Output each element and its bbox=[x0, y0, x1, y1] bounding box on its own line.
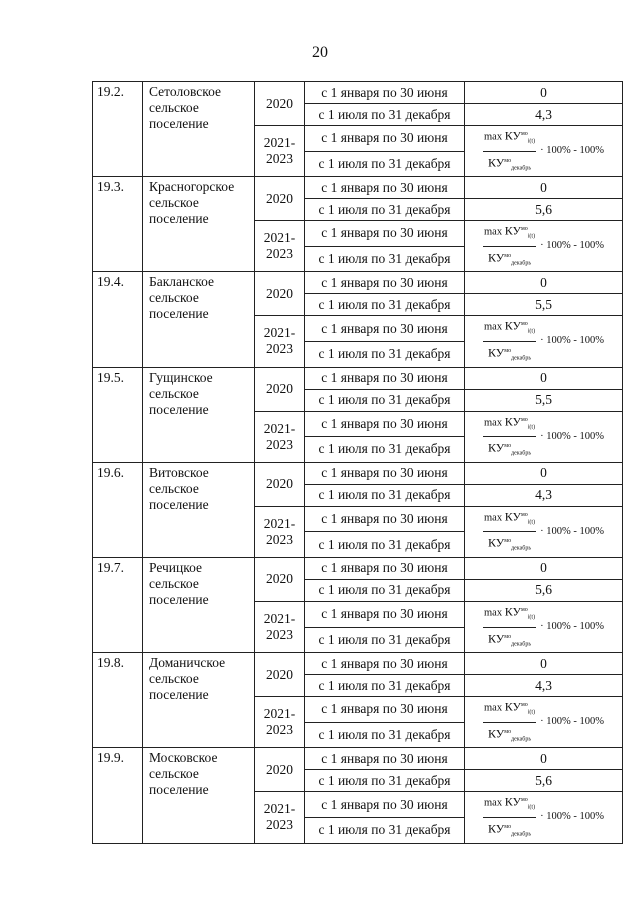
formula-numerator: $\max КУ^{мо}_{i(t)}$ bbox=[483, 697, 536, 723]
period-cell: с 1 июля по 31 декабря bbox=[305, 817, 465, 843]
period-cell: с 1 июля по 31 декабря bbox=[305, 199, 465, 221]
period-cell: с 1 июля по 31 декабря bbox=[305, 579, 465, 601]
value-cell: 4,3 bbox=[465, 484, 623, 506]
formula-numerator: $\max КУ^{мо}_{i(t)}$ bbox=[483, 221, 536, 247]
formula bbox=[483, 221, 604, 271]
formula-numerator: $\max КУ^{мо}_{i(t)}$ bbox=[483, 792, 536, 818]
period-cell: с 1 июля по 31 декабря bbox=[305, 770, 465, 792]
formula-cell bbox=[465, 697, 623, 748]
period-cell: с 1 июля по 31 декабря bbox=[305, 294, 465, 316]
period-cell: с 1 января по 30 июня bbox=[305, 653, 465, 675]
row-number: 19.8. bbox=[93, 653, 143, 748]
year-range-cell: 2021-2023 bbox=[255, 411, 305, 462]
table-row bbox=[93, 462, 623, 484]
period-cell: с 1 января по 30 июня bbox=[305, 126, 465, 152]
value-cell: 0 bbox=[465, 82, 623, 104]
formula-tail: · 100% - 100% bbox=[540, 430, 604, 442]
row-number: 19.9. bbox=[93, 748, 143, 843]
value-cell: 0 bbox=[465, 272, 623, 294]
formula-fraction bbox=[483, 697, 536, 747]
tariff-table bbox=[92, 81, 623, 844]
period-cell: с 1 июля по 31 декабря bbox=[305, 532, 465, 558]
formula-tail: · 100% - 100% bbox=[540, 525, 604, 537]
year-range-cell: 2021-2023 bbox=[255, 221, 305, 272]
formula-cell bbox=[465, 506, 623, 557]
row-number: 19.4. bbox=[93, 272, 143, 367]
period-cell: с 1 июля по 31 декабря bbox=[305, 389, 465, 411]
period-cell: с 1 января по 30 июня bbox=[305, 601, 465, 627]
formula bbox=[483, 507, 604, 557]
period-cell: с 1 июля по 31 декабря bbox=[305, 341, 465, 367]
settlement-name: Гущинское сельское поселение bbox=[143, 367, 255, 462]
formula-fraction bbox=[483, 126, 536, 176]
formula-tail: · 100% - 100% bbox=[540, 621, 604, 633]
page-number: 20 bbox=[312, 44, 328, 61]
period-cell: с 1 января по 30 июня bbox=[305, 462, 465, 484]
period-cell: с 1 января по 30 июня bbox=[305, 367, 465, 389]
year-cell: 2020 bbox=[255, 748, 305, 792]
formula-fraction bbox=[483, 792, 536, 842]
formula-fraction bbox=[483, 316, 536, 366]
formula-cell bbox=[465, 221, 623, 272]
value-cell: 0 bbox=[465, 177, 623, 199]
period-cell: с 1 июля по 31 декабря bbox=[305, 484, 465, 506]
value-cell: 5,6 bbox=[465, 770, 623, 792]
formula-denominator: $КУ^{мо}_{декабрь}$ bbox=[488, 250, 532, 267]
formula-tail: · 100% - 100% bbox=[540, 811, 604, 823]
period-cell: с 1 января по 30 июня bbox=[305, 411, 465, 437]
formula-cell bbox=[465, 411, 623, 462]
formula bbox=[483, 126, 604, 176]
formula-denominator: $КУ^{мо}_{декабрь}$ bbox=[488, 440, 532, 457]
formula-denominator: $КУ^{мо}_{декабрь}$ bbox=[488, 726, 532, 743]
year-range-cell: 2021-2023 bbox=[255, 126, 305, 177]
formula bbox=[483, 697, 604, 747]
formula-denominator: $КУ^{мо}_{декабрь}$ bbox=[488, 821, 532, 838]
row-number: 19.3. bbox=[93, 177, 143, 272]
year-cell: 2020 bbox=[255, 462, 305, 506]
formula-numerator: $\max КУ^{мо}_{i(t)}$ bbox=[483, 412, 536, 438]
value-cell: 0 bbox=[465, 367, 623, 389]
value-cell: 5,5 bbox=[465, 389, 623, 411]
year-range-cell: 2021-2023 bbox=[255, 792, 305, 843]
formula-denominator: $КУ^{мо}_{декабрь}$ bbox=[488, 155, 532, 172]
period-cell: с 1 июля по 31 декабря bbox=[305, 437, 465, 463]
settlement-name: Доманичское сельское поселение bbox=[143, 653, 255, 748]
formula bbox=[483, 316, 604, 366]
table-row bbox=[93, 557, 623, 579]
formula-numerator: $\max КУ^{мо}_{i(t)}$ bbox=[483, 507, 536, 533]
formula-tail: · 100% - 100% bbox=[540, 145, 604, 157]
period-cell: с 1 января по 30 июня bbox=[305, 221, 465, 247]
settlement-name: Красногорское сельское поселение bbox=[143, 177, 255, 272]
period-cell: с 1 января по 30 июня bbox=[305, 792, 465, 818]
period-cell: с 1 января по 30 июня bbox=[305, 557, 465, 579]
formula-tail: · 100% - 100% bbox=[540, 240, 604, 252]
formula-fraction bbox=[483, 507, 536, 557]
settlement-name: Московское сельское поселение bbox=[143, 748, 255, 843]
formula-denominator: $КУ^{мо}_{декабрь}$ bbox=[488, 631, 532, 648]
formula-numerator: $\max КУ^{мо}_{i(t)}$ bbox=[483, 602, 536, 628]
formula-fraction bbox=[483, 412, 536, 462]
value-cell: 5,6 bbox=[465, 579, 623, 601]
value-cell: 0 bbox=[465, 557, 623, 579]
settlement-name: Речицкое сельское поселение bbox=[143, 557, 255, 652]
formula-tail: · 100% - 100% bbox=[540, 716, 604, 728]
period-cell: с 1 июля по 31 декабря bbox=[305, 627, 465, 653]
period-cell: с 1 июля по 31 декабря bbox=[305, 104, 465, 126]
row-number: 19.5. bbox=[93, 367, 143, 462]
year-cell: 2020 bbox=[255, 177, 305, 221]
value-cell: 0 bbox=[465, 462, 623, 484]
period-cell: с 1 января по 30 июня bbox=[305, 82, 465, 104]
formula-fraction bbox=[483, 602, 536, 652]
year-cell: 2020 bbox=[255, 82, 305, 126]
formula-fraction bbox=[483, 221, 536, 271]
value-cell: 4,3 bbox=[465, 104, 623, 126]
settlement-name: Бакланское сельское поселение bbox=[143, 272, 255, 367]
table-row bbox=[93, 82, 623, 104]
year-range-cell: 2021-2023 bbox=[255, 316, 305, 367]
year-cell: 2020 bbox=[255, 272, 305, 316]
year-range-cell: 2021-2023 bbox=[255, 506, 305, 557]
period-cell: с 1 января по 30 июня bbox=[305, 748, 465, 770]
table-row bbox=[93, 177, 623, 199]
formula-numerator: $\max КУ^{мо}_{i(t)}$ bbox=[483, 126, 536, 152]
value-cell: 0 bbox=[465, 653, 623, 675]
formula bbox=[483, 602, 604, 652]
year-range-cell: 2021-2023 bbox=[255, 697, 305, 748]
settlement-name: Сетоловское сельское поселение bbox=[143, 82, 255, 177]
period-cell: с 1 января по 30 июня bbox=[305, 177, 465, 199]
row-number: 19.7. bbox=[93, 557, 143, 652]
formula-denominator: $КУ^{мо}_{декабрь}$ bbox=[488, 345, 532, 362]
formula-cell bbox=[465, 601, 623, 652]
formula-numerator: $\max КУ^{мо}_{i(t)}$ bbox=[483, 316, 536, 342]
formula bbox=[483, 412, 604, 462]
value-cell: 4,3 bbox=[465, 675, 623, 697]
value-cell: 5,6 bbox=[465, 199, 623, 221]
period-cell: с 1 июля по 31 декабря bbox=[305, 246, 465, 272]
period-cell: с 1 января по 30 июня bbox=[305, 506, 465, 532]
formula-cell bbox=[465, 126, 623, 177]
formula-denominator: $КУ^{мо}_{декабрь}$ bbox=[488, 535, 532, 552]
formula-tail: · 100% - 100% bbox=[540, 335, 604, 347]
table-row bbox=[93, 748, 623, 770]
table-row bbox=[93, 367, 623, 389]
year-cell: 2020 bbox=[255, 557, 305, 601]
formula bbox=[483, 792, 604, 842]
period-cell: с 1 июля по 31 декабря bbox=[305, 675, 465, 697]
row-number: 19.2. bbox=[93, 82, 143, 177]
row-number: 19.6. bbox=[93, 462, 143, 557]
year-cell: 2020 bbox=[255, 367, 305, 411]
table-row bbox=[93, 653, 623, 675]
settlement-name: Витовское сельское поселение bbox=[143, 462, 255, 557]
year-cell: 2020 bbox=[255, 653, 305, 697]
year-range-cell: 2021-2023 bbox=[255, 601, 305, 652]
value-cell: 5,5 bbox=[465, 294, 623, 316]
value-cell: 0 bbox=[465, 748, 623, 770]
period-cell: с 1 января по 30 июня bbox=[305, 697, 465, 723]
formula-cell bbox=[465, 792, 623, 843]
table-row bbox=[93, 272, 623, 294]
period-cell: с 1 января по 30 июня bbox=[305, 316, 465, 342]
period-cell: с 1 июля по 31 декабря bbox=[305, 722, 465, 748]
period-cell: с 1 января по 30 июня bbox=[305, 272, 465, 294]
formula-cell bbox=[465, 316, 623, 367]
period-cell: с 1 июля по 31 декабря bbox=[305, 151, 465, 177]
